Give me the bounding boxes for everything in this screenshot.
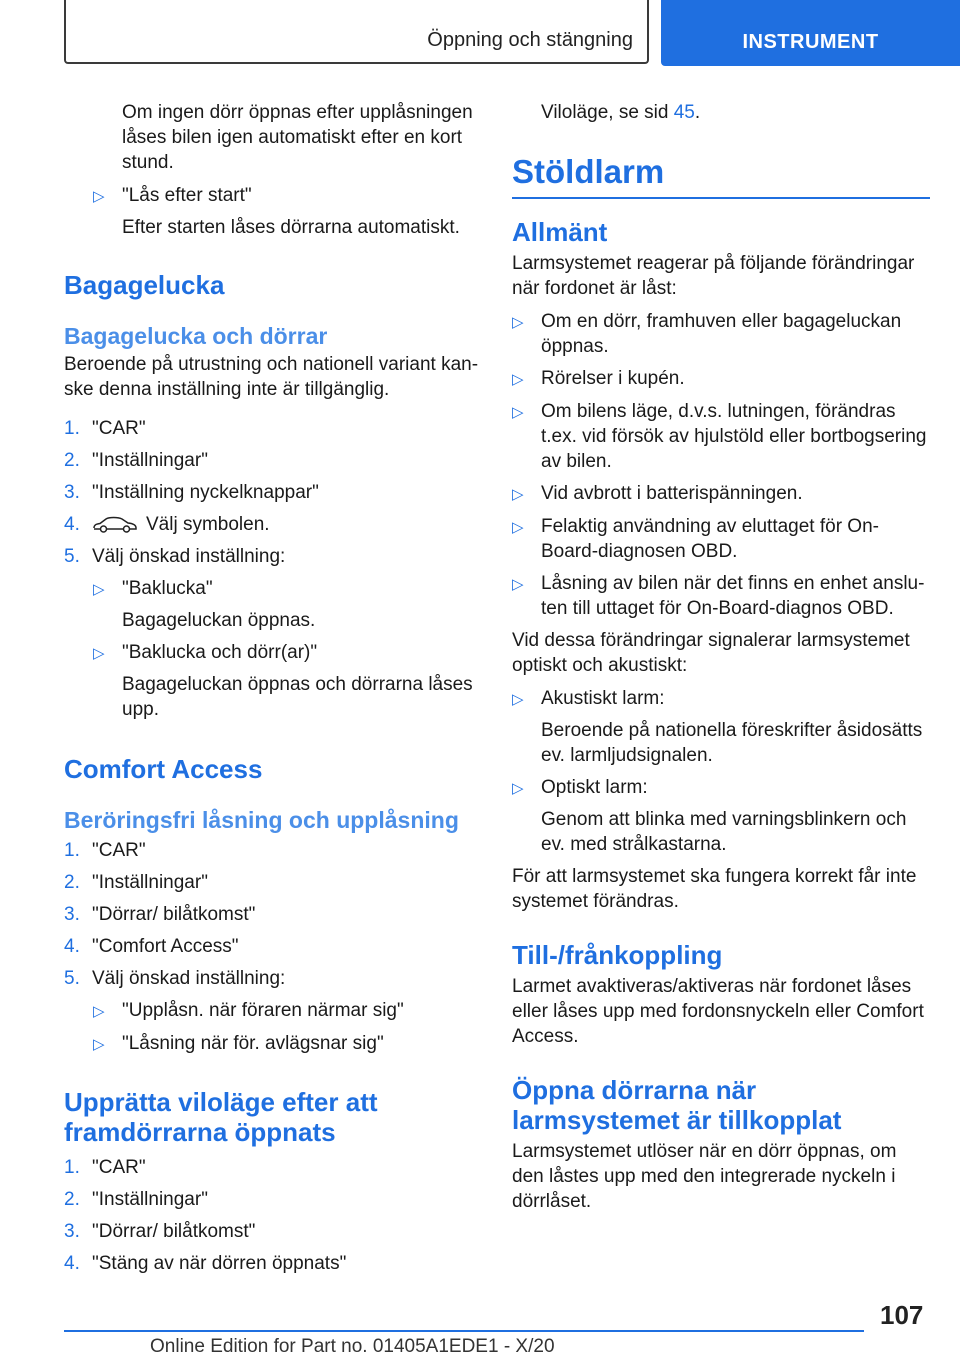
bullet-item: ▷ Om bilens läge, d.v.s. lutningen, förändras t.ex. vid försök av hjulstöld eller bortbogsering av bilen. <box>512 401 927 472</box>
left-column <box>64 100 482 1276</box>
heading-oppna-dorrarna: Öppna dörrarna när larmsystemet är tillkopplat <box>512 1075 842 1135</box>
bullet-item: ▷ Akustiskt larm: Beroende på nationella föreskrifter åsidosätts ev. larmljudsignalen. <box>512 688 923 766</box>
bullet-label: "Lås efter start" <box>122 185 252 206</box>
bullet-item: ▷ Om en dörr, framhuven eller bagageluckan öppnas. <box>512 311 902 357</box>
bullet-icon: ▷ <box>512 780 524 797</box>
sub-list <box>64 998 482 1057</box>
bullet-icon: ▷ <box>512 404 524 421</box>
paragraph-signal: Vid dessa förändringar signalerar larmsystemet optiskt och akustiskt: <box>512 630 910 676</box>
bullet-item: ▷ Låsning av bilen när det finns en enhet ansluten till uttaget för On-Board-diagnos OBD. <box>512 573 925 619</box>
bullet-icon: ▷ <box>93 1003 105 1020</box>
bullet-text: Efter starten låses dörrarna automatiskt. <box>122 217 460 238</box>
list-item: 2. "Inställningar" <box>64 1189 208 1210</box>
paragraph-auto-lock: Om ingen dörr öppnas efter upplåsningen låses bilen igen automatiskt efter en kort stund. <box>122 102 473 173</box>
paragraph-fungera: För att larmsystemet ska fungera korrekt får inte systemet förändras. <box>512 866 917 912</box>
heading-allmant: Allmänt <box>512 217 608 247</box>
header-section-label: INSTRUMENT <box>742 31 879 53</box>
header-chapter-box <box>64 0 649 64</box>
bullet-item: ▷ "Baklucka och dörr(ar)" Bagageluckan öppnas och dörrarna låses upp. <box>93 642 473 720</box>
list-item: 1. "CAR" <box>64 1157 146 1178</box>
bullet-icon: ▷ <box>93 645 105 662</box>
bullet-icon: ▷ <box>512 486 524 503</box>
car-icon <box>92 515 138 533</box>
heading-till-frankoppling: Till-/frånkoppling <box>512 940 723 970</box>
page-header <box>0 0 960 66</box>
bullet-icon: ▷ <box>512 519 524 536</box>
bullet-item: ▷ "Låsning när för. avlägsnar sig" <box>93 1031 482 1057</box>
list-item: 5. Välj önskad inställning: <box>64 968 286 989</box>
bullet-item: ▷ Rörelser i kupén. <box>512 366 930 392</box>
paragraph-vilolage-ref: Viloläge, se sid 45. <box>541 102 701 123</box>
right-column <box>512 100 930 1214</box>
list-item: 1. "CAR" <box>64 840 146 861</box>
paragraph-allmant: Larmsystemet reagerar på följande förändringar när fordonet är låst: <box>512 253 915 299</box>
list-item: 3. "Dörrar/ bilåtkomst" <box>64 904 256 925</box>
footer-divider <box>64 1330 864 1332</box>
page-number: 107 <box>880 1300 924 1330</box>
list-item: 4. "Stäng av när dörren öppnats" <box>64 1253 347 1274</box>
bullet-item: ▷ "Baklucka" Bagageluckan öppnas. <box>93 578 316 631</box>
list-item: 5. Välj önskad inställning: <box>64 546 286 567</box>
list-item: 4. "Comfort Access" <box>64 936 239 957</box>
bullet-list-alarm-triggers <box>512 309 930 621</box>
bullet-item: ▷ Optiskt larm: Genom att blinka med varningsblinkern och ev. med strålkastarna. <box>512 777 907 855</box>
bullet-icon: ▷ <box>93 188 105 205</box>
bullet-item: ▷ Vid avbrott i batterispänningen. <box>512 481 930 507</box>
heading-bagagelucka-dorrar: Bagagelucka och dörrar <box>64 323 328 349</box>
bullet-icon: ▷ <box>512 691 524 708</box>
heading-stoldlarm: Stöldlarm <box>512 153 930 199</box>
heading-comfort-access: Comfort Access <box>64 754 263 784</box>
heading-vilolage: Upprätta viloläge efter att framdörrarna öppnats <box>64 1087 378 1147</box>
bullet-item: ▷ "Upplåsn. när föraren närmar sig" <box>93 998 482 1024</box>
paragraph-till-frankoppling: Larmet avaktiveras/aktiveras när fordonet låses eller låses upp med fordonsnyckeln eller Comfort Access. <box>512 976 924 1047</box>
sub-list <box>64 576 482 722</box>
list-item: 1. "CAR" <box>64 418 146 439</box>
header-chapter-title: Öppning och stängning <box>427 29 633 51</box>
numbered-list-bagagelucka <box>64 416 482 722</box>
page-link-45[interactable]: 45 <box>673 102 695 123</box>
list-item: 2. "Inställningar" <box>64 450 208 471</box>
heading-bagagelucka: Bagagelucka <box>64 270 225 300</box>
bullet-icon: ▷ <box>93 1036 105 1053</box>
paragraph-oppna-dorrarna: Larmsystemet utlöser när en dörr öppnas, om den låstes upp med den integrerade nyckeln i dörrlåset. <box>512 1141 897 1212</box>
bullet-icon: ▷ <box>512 371 524 388</box>
header-section-tab[interactable] <box>661 0 960 66</box>
bullet-icon: ▷ <box>93 581 105 598</box>
bullet-item <box>64 183 482 240</box>
numbered-list-vilolage <box>64 1155 482 1276</box>
bullet-icon: ▷ <box>512 576 524 593</box>
footer-edition: Online Edition for Part no. 01405A1EDE1 - X/20 <box>150 1336 555 1357</box>
numbered-list-comfort <box>64 838 482 1057</box>
list-item: 2. "Inställningar" <box>64 872 208 893</box>
heading-beroringsfri: Beröringsfri låsning och upplåsning <box>64 807 459 833</box>
bullet-icon: ▷ <box>512 314 524 331</box>
list-item: 4. Välj symbolen. <box>64 514 270 535</box>
list-item: 3. "Dörrar/ bilåtkomst" <box>64 1221 256 1242</box>
paragraph-bagagelucka: Beroende på utrustning och nationell variant kanske denna inställning inte är tillgänglig. <box>64 354 479 400</box>
list-item: 3. "Inställning nyckelknappar" <box>64 482 319 503</box>
bullet-list-alarm-types <box>512 686 930 857</box>
bullet-item: ▷ Felaktig användning av eluttaget för On-Board-diagnosen OBD. <box>512 516 879 562</box>
